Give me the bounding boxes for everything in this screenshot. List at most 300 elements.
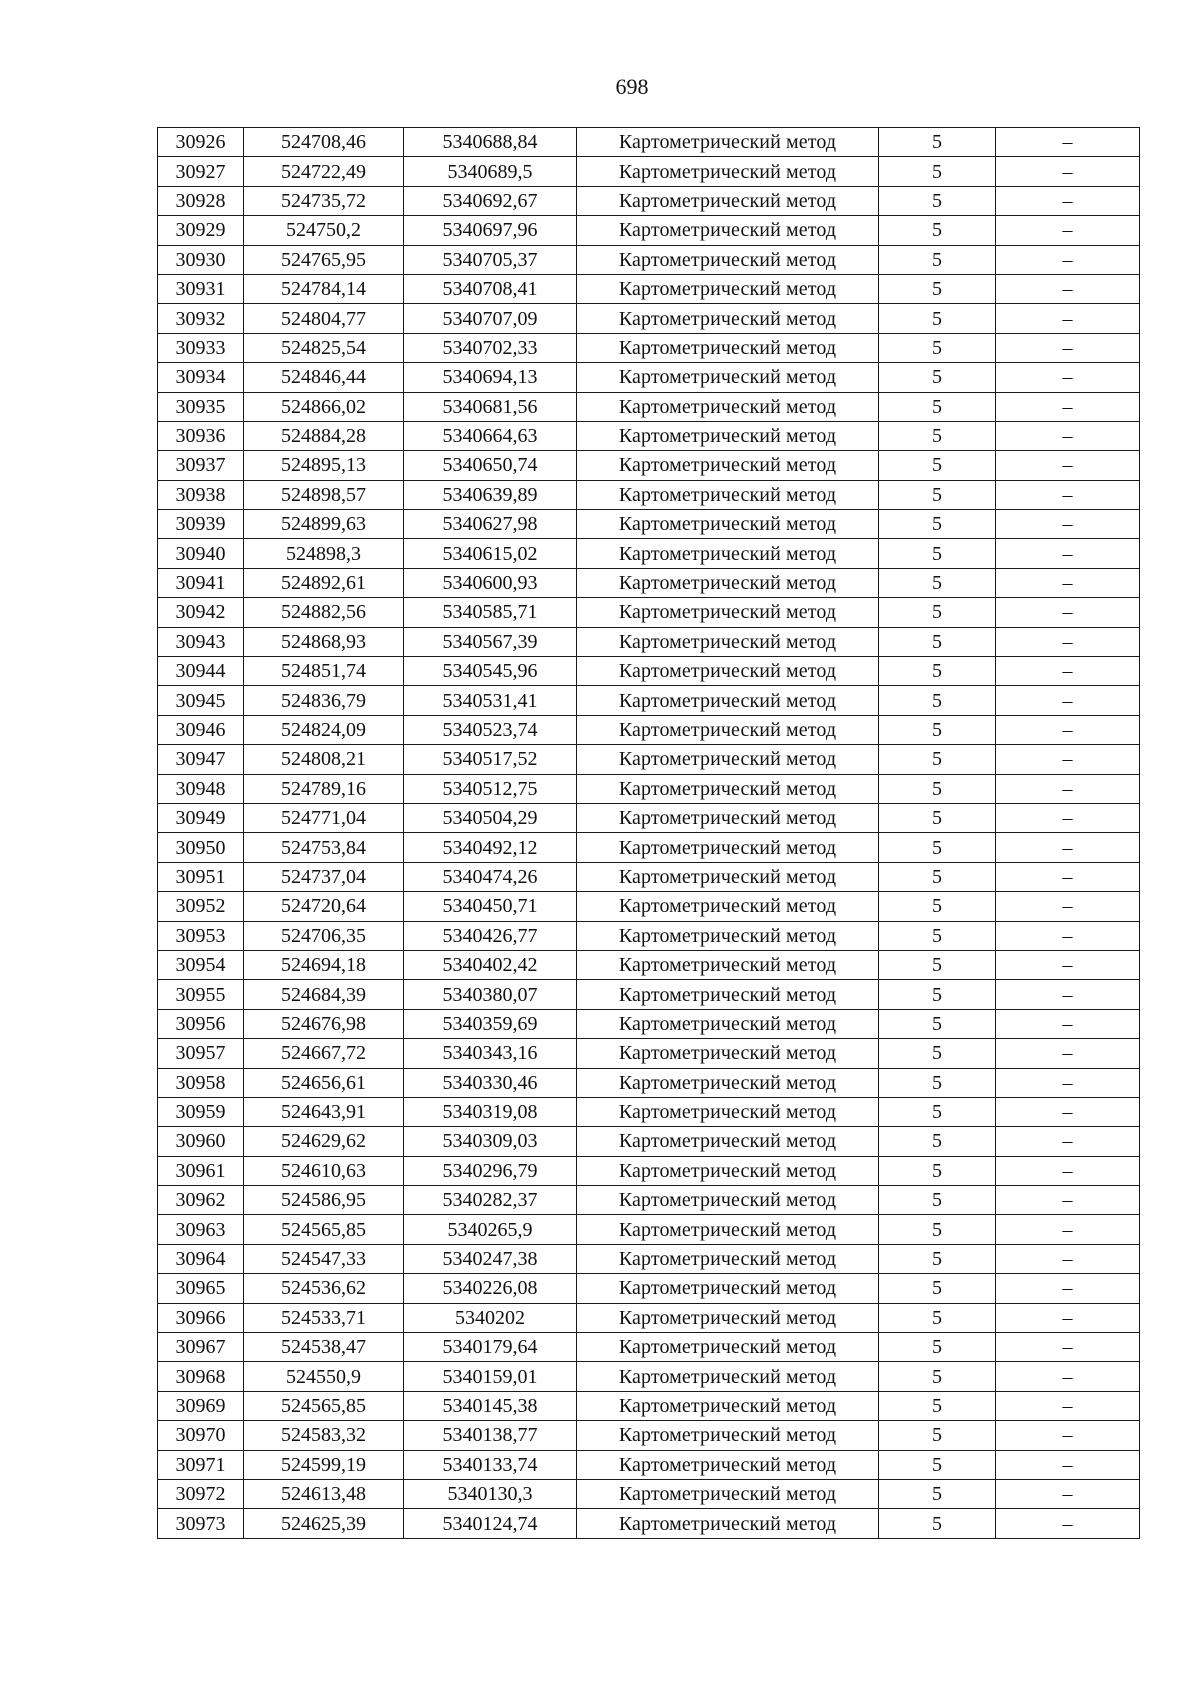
note-cell: – <box>996 510 1140 539</box>
accuracy-cell: 5 <box>879 1068 996 1097</box>
accuracy-cell: 5 <box>879 451 996 480</box>
table-row <box>158 1479 1140 1508</box>
method-cell: Картометрический метод <box>577 774 879 803</box>
table-row <box>158 774 1140 803</box>
accuracy-cell: 5 <box>879 186 996 215</box>
method-cell: Картометрический метод <box>577 480 879 509</box>
note-cell: – <box>996 745 1140 774</box>
y-coordinate-cell: 5340504,29 <box>404 803 577 832</box>
accuracy-cell: 5 <box>879 1186 996 1215</box>
x-coordinate-cell: 524868,93 <box>244 627 404 656</box>
method-cell: Картометрический метод <box>577 1274 879 1303</box>
table-row <box>158 833 1140 862</box>
table-row <box>158 568 1140 597</box>
accuracy-cell: 5 <box>879 480 996 509</box>
table-row <box>158 1127 1140 1156</box>
accuracy-cell: 5 <box>879 1274 996 1303</box>
table-row <box>158 1244 1140 1273</box>
accuracy-cell: 5 <box>879 1391 996 1420</box>
x-coordinate-cell: 524851,74 <box>244 657 404 686</box>
y-coordinate-cell: 5340426,77 <box>404 921 577 950</box>
point-number-cell: 30944 <box>158 657 244 686</box>
note-cell: – <box>996 1479 1140 1508</box>
x-coordinate-cell: 524735,72 <box>244 186 404 215</box>
table-row <box>158 1450 1140 1479</box>
point-number-cell: 30952 <box>158 892 244 921</box>
point-number-cell: 30931 <box>158 274 244 303</box>
accuracy-cell: 5 <box>879 774 996 803</box>
x-coordinate-cell: 524765,95 <box>244 245 404 274</box>
method-cell: Картометрический метод <box>577 1450 879 1479</box>
point-number-cell: 30968 <box>158 1362 244 1391</box>
method-cell: Картометрический метод <box>577 921 879 950</box>
method-cell: Картометрический метод <box>577 392 879 421</box>
note-cell: – <box>996 128 1140 157</box>
table-row <box>158 803 1140 832</box>
accuracy-cell: 5 <box>879 1244 996 1273</box>
y-coordinate-cell: 5340226,08 <box>404 1274 577 1303</box>
method-cell: Картометрический метод <box>577 1333 879 1362</box>
x-coordinate-cell: 524892,61 <box>244 568 404 597</box>
method-cell: Картометрический метод <box>577 862 879 891</box>
method-cell: Картометрический метод <box>577 833 879 862</box>
accuracy-cell: 5 <box>879 745 996 774</box>
x-coordinate-cell: 524536,62 <box>244 1274 404 1303</box>
y-coordinate-cell: 5340639,89 <box>404 480 577 509</box>
accuracy-cell: 5 <box>879 157 996 186</box>
point-number-cell: 30948 <box>158 774 244 803</box>
note-cell: – <box>996 480 1140 509</box>
accuracy-cell: 5 <box>879 216 996 245</box>
x-coordinate-cell: 524899,63 <box>244 510 404 539</box>
y-coordinate-cell: 5340133,74 <box>404 1450 577 1479</box>
note-cell: – <box>996 1156 1140 1185</box>
table-row <box>158 157 1140 186</box>
method-cell: Картометрический метод <box>577 1068 879 1097</box>
table-row <box>158 1097 1140 1126</box>
point-number-cell: 30949 <box>158 803 244 832</box>
accuracy-cell: 5 <box>879 657 996 686</box>
point-number-cell: 30956 <box>158 1009 244 1038</box>
x-coordinate-cell: 524538,47 <box>244 1333 404 1362</box>
accuracy-cell: 5 <box>879 1127 996 1156</box>
y-coordinate-cell: 5340265,9 <box>404 1215 577 1244</box>
note-cell: – <box>996 627 1140 656</box>
y-coordinate-cell: 5340380,07 <box>404 980 577 1009</box>
table-row <box>158 539 1140 568</box>
y-coordinate-cell: 5340247,38 <box>404 1244 577 1273</box>
accuracy-cell: 5 <box>879 1333 996 1362</box>
note-cell: – <box>996 157 1140 186</box>
accuracy-cell: 5 <box>879 1509 996 1538</box>
accuracy-cell: 5 <box>879 392 996 421</box>
y-coordinate-cell: 5340343,16 <box>404 1039 577 1068</box>
note-cell: – <box>996 1215 1140 1244</box>
table-row <box>158 392 1140 421</box>
table-row <box>158 1039 1140 1068</box>
x-coordinate-cell: 524610,63 <box>244 1156 404 1185</box>
accuracy-cell: 5 <box>879 128 996 157</box>
table-row <box>158 1068 1140 1097</box>
point-number-cell: 30958 <box>158 1068 244 1097</box>
table-row <box>158 715 1140 744</box>
point-number-cell: 30961 <box>158 1156 244 1185</box>
y-coordinate-cell: 5340474,26 <box>404 862 577 891</box>
y-coordinate-cell: 5340692,67 <box>404 186 577 215</box>
y-coordinate-cell: 5340450,71 <box>404 892 577 921</box>
x-coordinate-cell: 524643,91 <box>244 1097 404 1126</box>
table-row <box>158 1303 1140 1332</box>
table-row <box>158 1391 1140 1420</box>
x-coordinate-cell: 524898,57 <box>244 480 404 509</box>
table-row <box>158 686 1140 715</box>
method-cell: Картометрический метод <box>577 980 879 1009</box>
method-cell: Картометрический метод <box>577 598 879 627</box>
y-coordinate-cell: 5340708,41 <box>404 274 577 303</box>
x-coordinate-cell: 524771,04 <box>244 803 404 832</box>
y-coordinate-cell: 5340664,63 <box>404 421 577 450</box>
point-number-cell: 30938 <box>158 480 244 509</box>
y-coordinate-cell: 5340627,98 <box>404 510 577 539</box>
point-number-cell: 30973 <box>158 1509 244 1538</box>
point-number-cell: 30946 <box>158 715 244 744</box>
x-coordinate-cell: 524708,46 <box>244 128 404 157</box>
table-row <box>158 451 1140 480</box>
method-cell: Картометрический метод <box>577 715 879 744</box>
page-number: 698 <box>615 74 649 99</box>
accuracy-cell: 5 <box>879 1156 996 1185</box>
point-number-cell: 30937 <box>158 451 244 480</box>
accuracy-cell: 5 <box>879 1009 996 1038</box>
accuracy-cell: 5 <box>879 304 996 333</box>
table-row <box>158 627 1140 656</box>
accuracy-cell: 5 <box>879 1303 996 1332</box>
note-cell: – <box>996 363 1140 392</box>
point-number-cell: 30951 <box>158 862 244 891</box>
point-number-cell: 30934 <box>158 363 244 392</box>
x-coordinate-cell: 524629,62 <box>244 1127 404 1156</box>
x-coordinate-cell: 524586,95 <box>244 1186 404 1215</box>
note-cell: – <box>996 833 1140 862</box>
table-row <box>158 510 1140 539</box>
accuracy-cell: 5 <box>879 1450 996 1479</box>
method-cell: Картометрический метод <box>577 1097 879 1126</box>
method-cell: Картометрический метод <box>577 1215 879 1244</box>
accuracy-cell: 5 <box>879 598 996 627</box>
table-row <box>158 1362 1140 1391</box>
x-coordinate-cell: 524533,71 <box>244 1303 404 1332</box>
accuracy-cell: 5 <box>879 1097 996 1126</box>
accuracy-cell: 5 <box>879 803 996 832</box>
table-row <box>158 657 1140 686</box>
point-number-cell: 30967 <box>158 1333 244 1362</box>
y-coordinate-cell: 5340707,09 <box>404 304 577 333</box>
accuracy-cell: 5 <box>879 245 996 274</box>
table-row <box>158 363 1140 392</box>
method-cell: Картометрический метод <box>577 421 879 450</box>
accuracy-cell: 5 <box>879 539 996 568</box>
x-coordinate-cell: 524836,79 <box>244 686 404 715</box>
note-cell: – <box>996 568 1140 597</box>
accuracy-cell: 5 <box>879 921 996 950</box>
x-coordinate-cell: 524824,09 <box>244 715 404 744</box>
note-cell: – <box>996 1097 1140 1126</box>
point-number-cell: 30966 <box>158 1303 244 1332</box>
x-coordinate-cell: 524804,77 <box>244 304 404 333</box>
method-cell: Картометрический метод <box>577 245 879 274</box>
y-coordinate-cell: 5340694,13 <box>404 363 577 392</box>
table-row <box>158 980 1140 1009</box>
note-cell: – <box>996 333 1140 362</box>
table-row <box>158 1421 1140 1450</box>
y-coordinate-cell: 5340138,77 <box>404 1421 577 1450</box>
accuracy-cell: 5 <box>879 1039 996 1068</box>
note-cell: – <box>996 1509 1140 1538</box>
method-cell: Картометрический метод <box>577 1127 879 1156</box>
x-coordinate-cell: 524737,04 <box>244 862 404 891</box>
note-cell: – <box>996 539 1140 568</box>
x-coordinate-cell: 524565,85 <box>244 1391 404 1420</box>
y-coordinate-cell: 5340702,33 <box>404 333 577 362</box>
note-cell: – <box>996 216 1140 245</box>
note-cell: – <box>996 686 1140 715</box>
table-row <box>158 274 1140 303</box>
point-number-cell: 30963 <box>158 1215 244 1244</box>
method-cell: Картометрический метод <box>577 539 879 568</box>
table-row <box>158 333 1140 362</box>
table-row <box>158 950 1140 979</box>
note-cell: – <box>996 1362 1140 1391</box>
accuracy-cell: 5 <box>879 862 996 891</box>
method-cell: Картометрический метод <box>577 216 879 245</box>
accuracy-cell: 5 <box>879 833 996 862</box>
note-cell: – <box>996 657 1140 686</box>
y-coordinate-cell: 5340585,71 <box>404 598 577 627</box>
accuracy-cell: 5 <box>879 510 996 539</box>
note-cell: – <box>996 304 1140 333</box>
x-coordinate-cell: 524898,3 <box>244 539 404 568</box>
point-number-cell: 30972 <box>158 1479 244 1508</box>
table-row <box>158 480 1140 509</box>
point-number-cell: 30932 <box>158 304 244 333</box>
method-cell: Картометрический метод <box>577 451 879 480</box>
point-number-cell: 30940 <box>158 539 244 568</box>
note-cell: – <box>996 921 1140 950</box>
accuracy-cell: 5 <box>879 568 996 597</box>
point-number-cell: 30970 <box>158 1421 244 1450</box>
point-number-cell: 30954 <box>158 950 244 979</box>
x-coordinate-cell: 524895,13 <box>244 451 404 480</box>
note-cell: – <box>996 1303 1140 1332</box>
point-number-cell: 30947 <box>158 745 244 774</box>
point-number-cell: 30941 <box>158 568 244 597</box>
y-coordinate-cell: 5340159,01 <box>404 1362 577 1391</box>
y-coordinate-cell: 5340130,3 <box>404 1479 577 1508</box>
method-cell: Картометрический метод <box>577 1186 879 1215</box>
table-row <box>158 186 1140 215</box>
y-coordinate-cell: 5340124,74 <box>404 1509 577 1538</box>
x-coordinate-cell: 524656,61 <box>244 1068 404 1097</box>
table-row <box>158 421 1140 450</box>
method-cell: Картометрический метод <box>577 1303 879 1332</box>
method-cell: Картометрический метод <box>577 186 879 215</box>
y-coordinate-cell: 5340330,46 <box>404 1068 577 1097</box>
accuracy-cell: 5 <box>879 950 996 979</box>
x-coordinate-cell: 524808,21 <box>244 745 404 774</box>
point-number-cell: 30962 <box>158 1186 244 1215</box>
point-number-cell: 30971 <box>158 1450 244 1479</box>
table-row <box>158 1333 1140 1362</box>
x-coordinate-cell: 524784,14 <box>244 274 404 303</box>
y-coordinate-cell: 5340688,84 <box>404 128 577 157</box>
note-cell: – <box>996 803 1140 832</box>
y-coordinate-cell: 5340600,93 <box>404 568 577 597</box>
method-cell: Картометрический метод <box>577 363 879 392</box>
y-coordinate-cell: 5340705,37 <box>404 245 577 274</box>
x-coordinate-cell: 524720,64 <box>244 892 404 921</box>
note-cell: – <box>996 1391 1140 1420</box>
table-row <box>158 921 1140 950</box>
x-coordinate-cell: 524722,49 <box>244 157 404 186</box>
x-coordinate-cell: 524667,72 <box>244 1039 404 1068</box>
y-coordinate-cell: 5340531,41 <box>404 686 577 715</box>
x-coordinate-cell: 524676,98 <box>244 1009 404 1038</box>
method-cell: Картометрический метод <box>577 157 879 186</box>
y-coordinate-cell: 5340309,03 <box>404 1127 577 1156</box>
accuracy-cell: 5 <box>879 686 996 715</box>
note-cell: – <box>996 245 1140 274</box>
table-row <box>158 1509 1140 1538</box>
method-cell: Картометрический метод <box>577 304 879 333</box>
point-number-cell: 30939 <box>158 510 244 539</box>
accuracy-cell: 5 <box>879 1479 996 1508</box>
note-cell: – <box>996 598 1140 627</box>
table-row <box>158 598 1140 627</box>
point-number-cell: 30926 <box>158 128 244 157</box>
method-cell: Картометрический метод <box>577 1362 879 1391</box>
method-cell: Картометрический метод <box>577 745 879 774</box>
point-number-cell: 30959 <box>158 1097 244 1126</box>
x-coordinate-cell: 524613,48 <box>244 1479 404 1508</box>
accuracy-cell: 5 <box>879 627 996 656</box>
table-row <box>158 1274 1140 1303</box>
method-cell: Картометрический метод <box>577 686 879 715</box>
method-cell: Картометрический метод <box>577 803 879 832</box>
note-cell: – <box>996 715 1140 744</box>
x-coordinate-cell: 524550,9 <box>244 1362 404 1391</box>
y-coordinate-cell: 5340145,38 <box>404 1391 577 1420</box>
method-cell: Картометрический метод <box>577 274 879 303</box>
method-cell: Картометрический метод <box>577 128 879 157</box>
method-cell: Картометрический метод <box>577 1156 879 1185</box>
note-cell: – <box>996 1333 1140 1362</box>
point-number-cell: 30960 <box>158 1127 244 1156</box>
note-cell: – <box>996 774 1140 803</box>
point-number-cell: 30953 <box>158 921 244 950</box>
y-coordinate-cell: 5340697,96 <box>404 216 577 245</box>
point-number-cell: 30928 <box>158 186 244 215</box>
note-cell: – <box>996 392 1140 421</box>
x-coordinate-cell: 524583,32 <box>244 1421 404 1450</box>
point-number-cell: 30955 <box>158 980 244 1009</box>
point-number-cell: 30933 <box>158 333 244 362</box>
accuracy-cell: 5 <box>879 363 996 392</box>
note-cell: – <box>996 1039 1140 1068</box>
y-coordinate-cell: 5340319,08 <box>404 1097 577 1126</box>
x-coordinate-cell: 524846,44 <box>244 363 404 392</box>
note-cell: – <box>996 892 1140 921</box>
note-cell: – <box>996 1127 1140 1156</box>
accuracy-cell: 5 <box>879 1362 996 1391</box>
note-cell: – <box>996 1068 1140 1097</box>
y-coordinate-cell: 5340492,12 <box>404 833 577 862</box>
method-cell: Картометрический метод <box>577 1244 879 1273</box>
point-number-cell: 30945 <box>158 686 244 715</box>
method-cell: Картометрический метод <box>577 333 879 362</box>
y-coordinate-cell: 5340517,52 <box>404 745 577 774</box>
x-coordinate-cell: 524884,28 <box>244 421 404 450</box>
x-coordinate-cell: 524694,18 <box>244 950 404 979</box>
note-cell: – <box>996 274 1140 303</box>
table-row <box>158 128 1140 157</box>
table-row <box>158 1186 1140 1215</box>
note-cell: – <box>996 980 1140 1009</box>
y-coordinate-cell: 5340282,37 <box>404 1186 577 1215</box>
note-cell: – <box>996 421 1140 450</box>
method-cell: Картометрический метод <box>577 950 879 979</box>
note-cell: – <box>996 862 1140 891</box>
note-cell: – <box>996 1186 1140 1215</box>
method-cell: Картометрический метод <box>577 510 879 539</box>
y-coordinate-cell: 5340359,69 <box>404 1009 577 1038</box>
method-cell: Картометрический метод <box>577 657 879 686</box>
table-row <box>158 245 1140 274</box>
point-number-cell: 30957 <box>158 1039 244 1068</box>
y-coordinate-cell: 5340681,56 <box>404 392 577 421</box>
y-coordinate-cell: 5340650,74 <box>404 451 577 480</box>
accuracy-cell: 5 <box>879 333 996 362</box>
x-coordinate-cell: 524599,19 <box>244 1450 404 1479</box>
y-coordinate-cell: 5340689,5 <box>404 157 577 186</box>
note-cell: – <box>996 1421 1140 1450</box>
point-number-cell: 30969 <box>158 1391 244 1420</box>
x-coordinate-cell: 524882,56 <box>244 598 404 627</box>
method-cell: Картометрический метод <box>577 892 879 921</box>
accuracy-cell: 5 <box>879 274 996 303</box>
x-coordinate-cell: 524706,35 <box>244 921 404 950</box>
table-row <box>158 1009 1140 1038</box>
x-coordinate-cell: 524565,85 <box>244 1215 404 1244</box>
point-number-cell: 30927 <box>158 157 244 186</box>
accuracy-cell: 5 <box>879 1421 996 1450</box>
point-number-cell: 30942 <box>158 598 244 627</box>
method-cell: Картометрический метод <box>577 1009 879 1038</box>
x-coordinate-cell: 524750,2 <box>244 216 404 245</box>
point-number-cell: 30943 <box>158 627 244 656</box>
note-cell: – <box>996 1244 1140 1273</box>
table-row <box>158 216 1140 245</box>
y-coordinate-cell: 5340512,75 <box>404 774 577 803</box>
table-row <box>158 745 1140 774</box>
x-coordinate-cell: 524866,02 <box>244 392 404 421</box>
x-coordinate-cell: 524625,39 <box>244 1509 404 1538</box>
note-cell: – <box>996 1450 1140 1479</box>
method-cell: Картометрический метод <box>577 627 879 656</box>
method-cell: Картометрический метод <box>577 1391 879 1420</box>
coordinates-table-body <box>158 128 1140 1539</box>
point-number-cell: 30930 <box>158 245 244 274</box>
table-row <box>158 892 1140 921</box>
